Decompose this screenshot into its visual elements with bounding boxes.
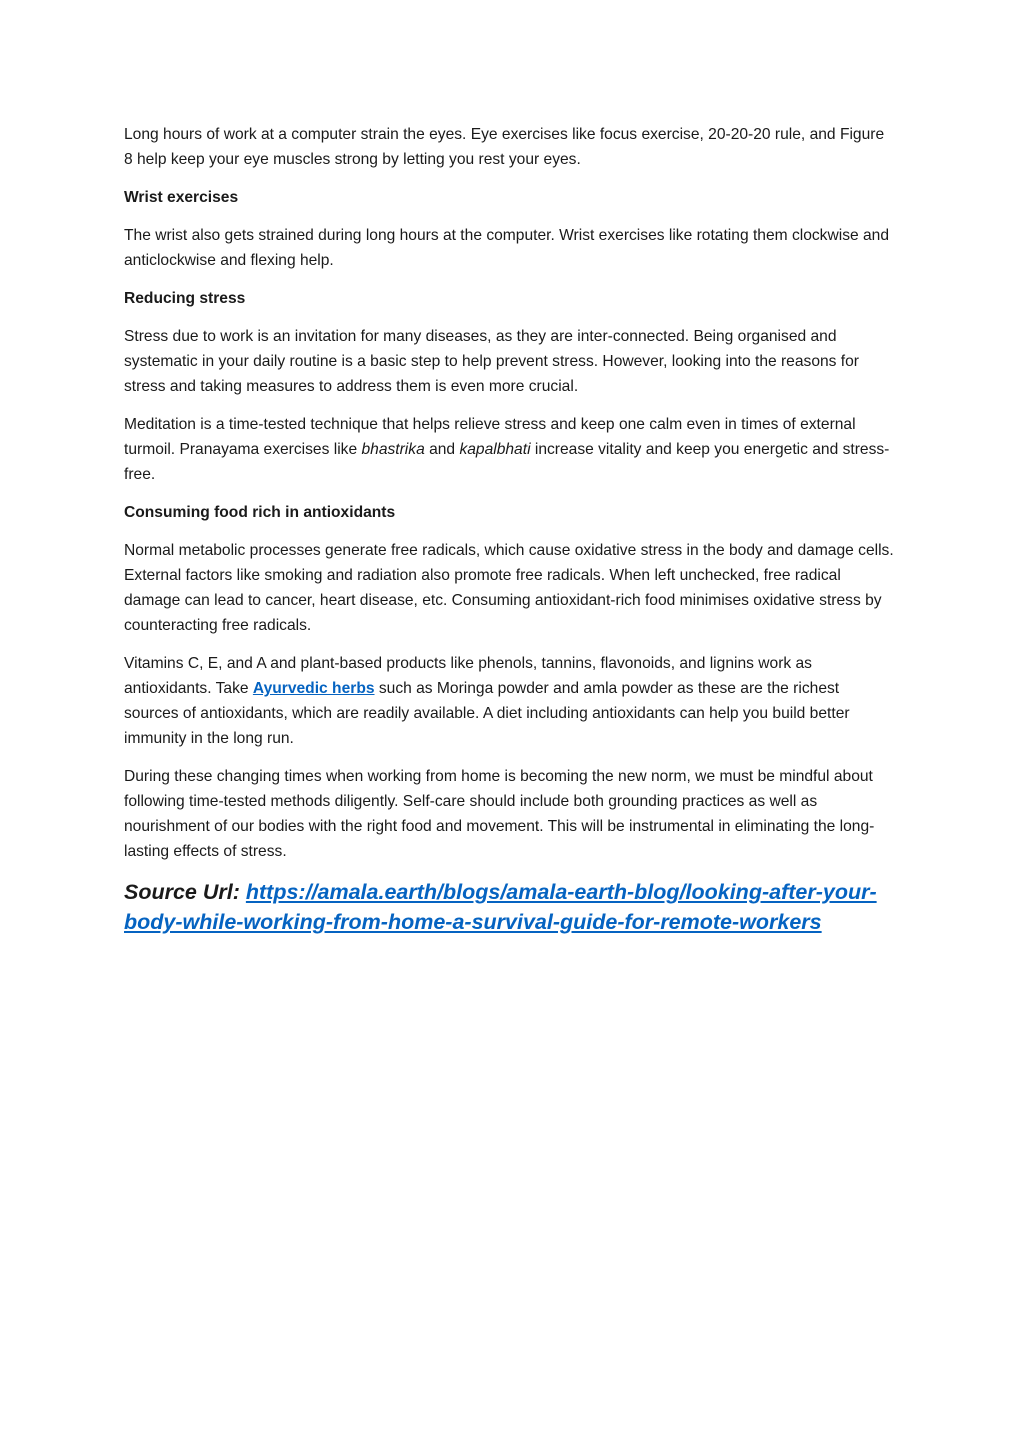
paragraph-conclusion: During these changing times when working from home is becoming the new norm, we must be mindful about following time-tested methods diligently. Self-care should include both grounding practices as well as nourishment of our bodies with the right food and movement. This will be instrumental in eliminating the long-lasting effects of stress. [124,768,875,860]
heading-reducing-stress: Reducing stress [124,290,246,307]
source-url-line [124,877,894,937]
paragraph-wrist-exercises: The wrist also gets strained during long hours at the computer. Wrist exercises like rotating them clockwise and anticlockwise and flexing help. [124,227,890,269]
paragraph-eye-exercises: Long hours of work at a computer strain the eyes. Eye exercises like focus exercise, 20-20-20 rule, and Figure 8 help keep your eye muscles strong by letting you rest your eyes. [124,126,885,168]
paragraph-free-radicals: Normal metabolic processes generate free radicals, which cause oxidative stress in the body and damage cells. External factors like smoking and radiation also promote free radicals. When left unchecked, free radical damage can lead to cancer, heart disease, etc. Consuming antioxidant-rich food minimises oxidative stress by counteracting free radicals. [124,542,894,634]
vitamins-text-2: such as Moringa powder and amla powder as these are the richest sources of antioxidants, which are readily available. A diet including antioxidants can help you build better immunity in the long run. [124,680,850,747]
heading-wrist-exercises: Wrist exercises [124,189,239,206]
paragraph-vitamins [124,651,894,751]
source-url-label: Source Url: [124,880,240,904]
meditation-term-kapalbhati: kapalbhati [459,441,531,458]
paragraph-stress: Stress due to work is an invitation for many diseases, as they are inter-connected. Being organised and systematic in your daily routine is a basic step to help prevent stress. However, looking into the reasons for stress and taking measures to address them is even more crucial. [124,328,859,395]
paragraph-meditation [124,412,894,487]
ayurvedic-herbs-link[interactable]: Ayurvedic herbs [252,680,375,697]
source-url-link[interactable]: https://amala.earth/blogs/amala-earth-blog/looking-after-your-body-while-working-from-home-a-survival-guide-for-remote-workers [124,880,877,934]
meditation-text-1: Meditation is a time-tested technique that helps relieve stress and keep one calm even in times of external turmoil. Pranayama exercises like [124,416,856,458]
meditation-text-3: increase vitality and keep you energetic and stress-free. [124,441,890,483]
document-page [124,122,894,959]
heading-antioxidants: Consuming food rich in antioxidants [124,504,396,521]
meditation-text-2: and [424,441,460,458]
vitamins-text-1: Vitamins C, E, and A and plant-based products like phenols, tannins, flavonoids, and lignins work as antioxidants. Take [124,655,812,697]
meditation-term-bhastrika: bhastrika [361,441,425,458]
